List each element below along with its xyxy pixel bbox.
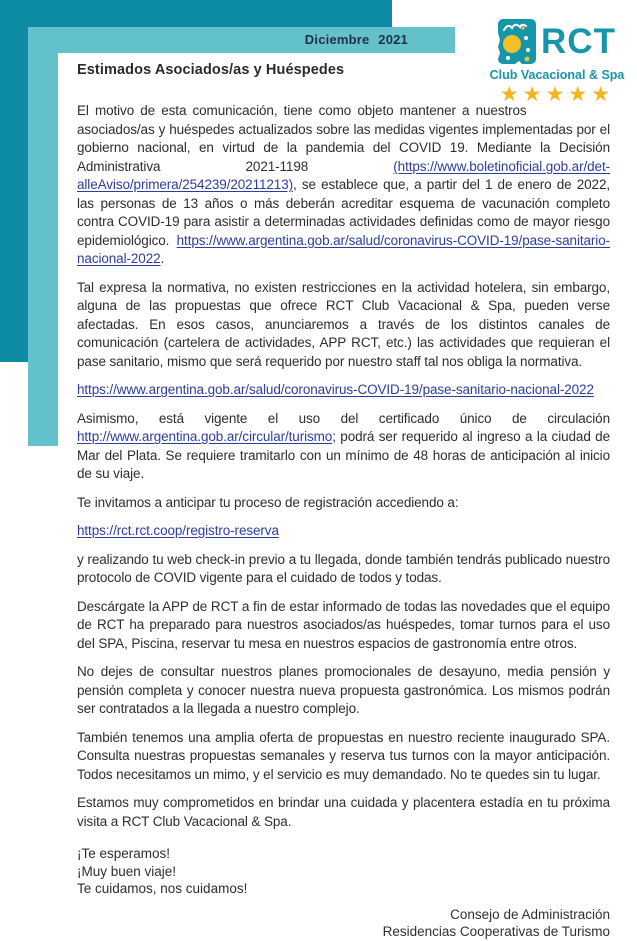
text-run: . [160,251,165,266]
text-run: Asimismo, está vigente el uso del certificado único de circulación [77,410,610,426]
paragraph [77,522,610,541]
paragraph [77,102,610,121]
text-run: También tenemos una amplia oferta de propuestas en nuestro reciente inaugurado SPA. Consulta nuestras propuestas semanales y reserva tus turnos con la mayor anticipación. Todos necesitamos un mimo, y el servicio es muy demandado. No te quedes sin tu lugar. [77,729,610,782]
paragraph [77,729,610,785]
hyperlink[interactable]: https://rct.rct.coop/registro-reserva [77,523,279,538]
text-run: El motivo de esta comunicación, tiene como objeto mantener a nuestros [77,103,527,118]
text-run: Estamos muy comprometidos en brindar una cuidada y placentera estadía en tu próxima visita a RCT Club Vacacional & Spa. [77,795,610,829]
date-banner [28,27,455,53]
text-run: Descárgate la APP de RCT a fin de estar informado de todas las novedades que el equipo de RCT ha preparado para nuestros asociados/as huéspedes, tomar turnos para el uso del SPA, Piscina, reservar tu mesa en nuestros espacios de gastronomía entre otros. [77,598,610,651]
date-label: Diciembre 2021 [304,32,408,47]
five-stars-rating: ★★★★★ [499,83,615,106]
paragraph [77,663,610,719]
hyperlink[interactable]: (https://www.boletinoficial.gob.ar/det- alleAviso/primera/254239/20211213) [77,158,610,192]
farewell-line: ¡Te esperamos! [77,846,171,861]
paragraph [77,121,610,269]
farewell-line: Te cuidamos, nos cuidamos! [77,881,248,896]
paragraph [77,598,610,654]
hyperlink[interactable]: https://www.argentina.gob.ar/salud/coronavirus-COVID-19/pase-sanitario-nacional-2022 [77,232,610,266]
text-run: asociados/as y huéspedes actualizados sobre las medidas vigentes implementadas por el gobierno nacional, en virtud de la pandemia del COVID 19. Mediante la Decisión Administrativa 2021-1198 [77,121,610,174]
rct-logo-icon [498,19,536,64]
hyperlink[interactable]: http://www.argentina.gob.ar/circular/turismo [77,429,333,444]
logo-tagline: Club Vacacional & Spa [489,68,625,82]
paragraph [77,410,610,484]
salutation: Estimados Asociados/as y Huéspedes [77,62,345,78]
paragraph [77,279,610,372]
farewell-line: ¡Muy buen viaje! [77,863,177,879]
text-run: ; podrá ser requerido al ingreso a la ciudad de Mar del Plata. Se requiere tramitarlo con un mínimo de 48 horas de anticipación al inicio de su viaje. [77,429,610,481]
text-run: y realizando tu web check-in previo a tu llegada, donde también tendrás publicado nuestro protocolo de COVID vigente para el cuidado de todos y todas. [77,551,610,585]
letter-body [77,102,610,831]
signature-line: Residencias Cooperativas de Turismo [382,924,610,939]
text-run: Te invitamos a anticipar tu proceso de registración accediendo a: [77,494,459,510]
paragraph [77,494,610,513]
signature-line: Consejo de Administración [450,906,610,922]
logo-row [482,19,632,64]
paragraph [77,794,610,831]
text-run: No dejes de consultar nuestros planes promocionales de desayuno, media pensión y pensión completa y conocer nuestra nueva propuesta gastronómica. Los mismos podrán ser contratados a la llegada a nuestro complejo. [77,664,610,716]
logo-wordmark: RCT [541,22,616,61]
text-run: Tal expresa la normativa, no existen restricciones en la actividad hotelera, sin embargo, alguna de las propuestas que ofrece RCT Club Vacacional & Spa, pueden verse afectadas. En esos casos, anunciaremos a través de los distintos canales de comunicación (cartelera de actividades, APP RCT, etc.) las actividades que requieran el pase sanitario, mismo que será requerido por nuestro staff tal nos obliga la normativa. [77,279,610,369]
text-run: , se establece que, a partir del 1 de enero de 2022, las personas de 13 años o más deberán acreditar esquema de vacunación completo contra COVID-19 para asistir a determinadas actividades definidas como de mayor riesgo epidemiológico. [77,177,610,248]
paragraph [77,381,610,400]
paragraph [77,551,610,588]
hyperlink[interactable]: https://www.argentina.gob.ar/salud/coronavirus-COVID-19/pase-sanitario-nacional-2022 [77,382,594,397]
letter-content [77,62,610,941]
signature-block [77,906,610,941]
farewell-block [77,845,610,898]
